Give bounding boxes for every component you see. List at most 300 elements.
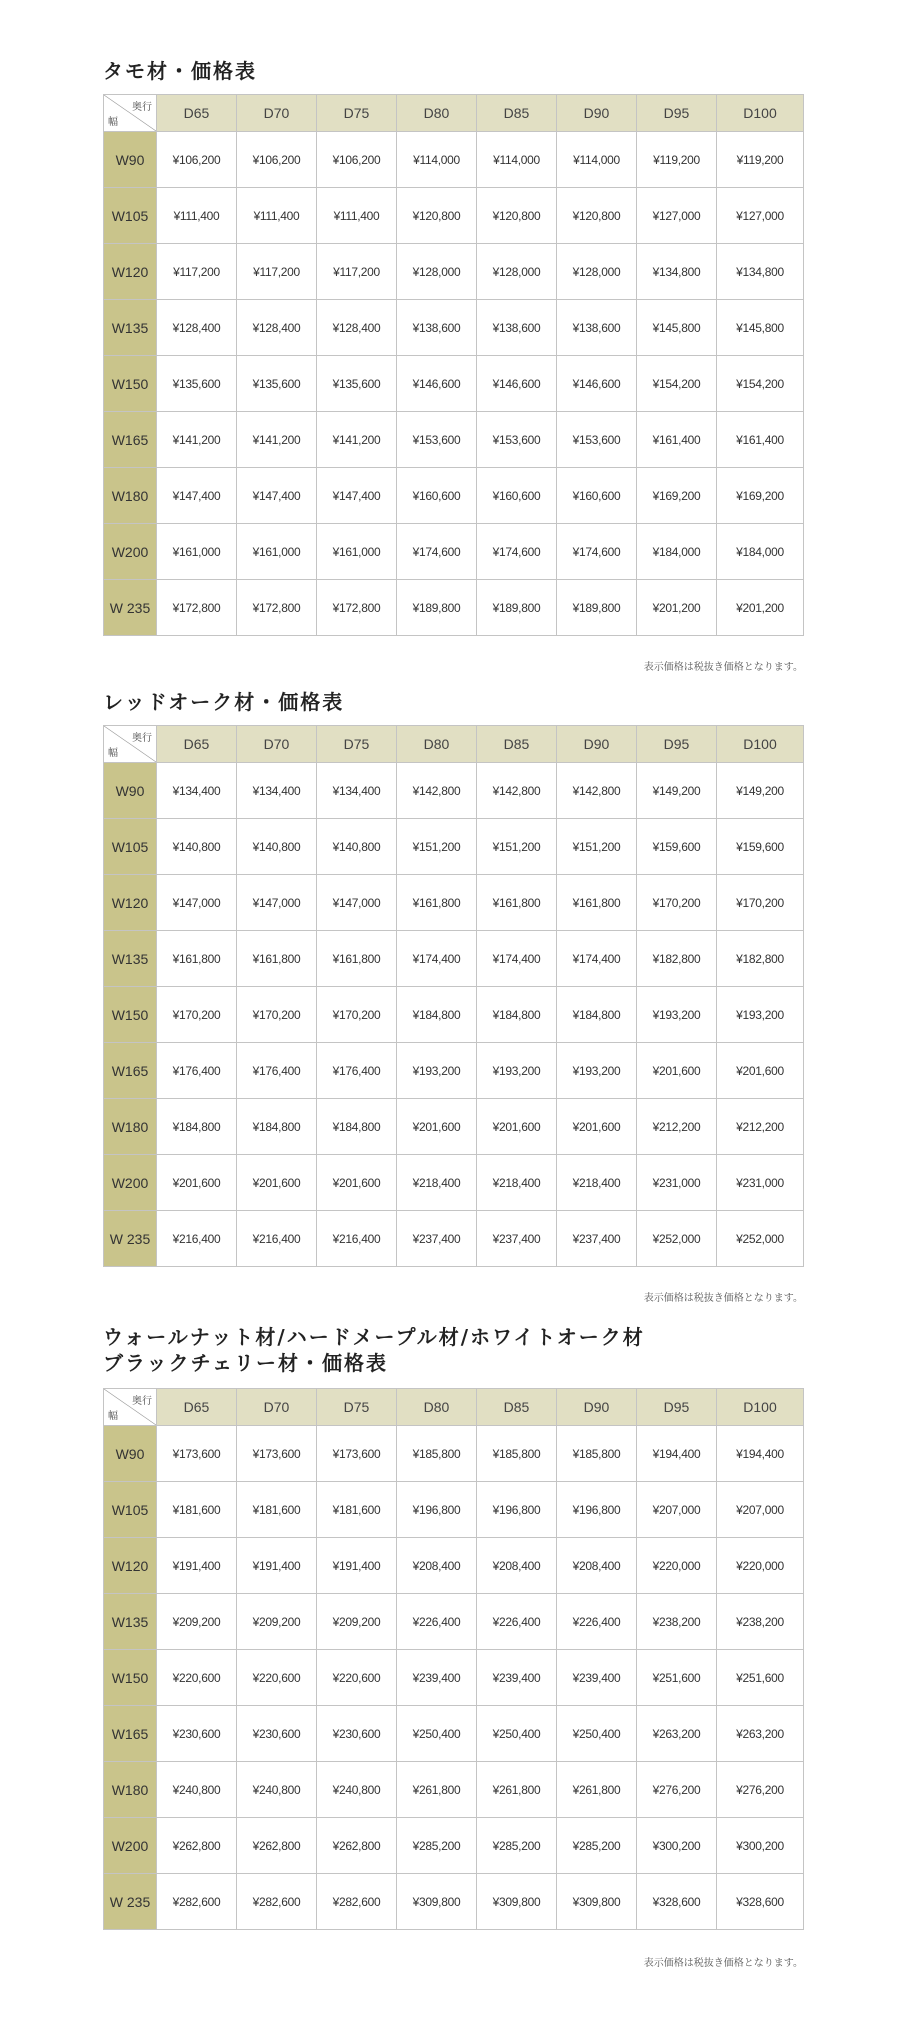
price-cell: ¥230,600: [317, 1706, 397, 1762]
section-title: タモ材・価格表: [103, 59, 257, 83]
table-row: [104, 300, 804, 356]
price-cell: ¥282,600: [237, 1874, 317, 1930]
price-cell: ¥127,000: [637, 188, 717, 244]
price-cell: ¥161,800: [157, 931, 237, 987]
column-header: D85: [477, 95, 557, 132]
price-cell: ¥185,800: [477, 1426, 557, 1482]
price-cell: ¥185,800: [557, 1426, 637, 1482]
price-cell: ¥285,200: [557, 1818, 637, 1874]
price-cell: ¥328,600: [717, 1874, 804, 1930]
table-row: [104, 1874, 804, 1930]
price-cell: ¥161,800: [397, 875, 477, 931]
row-header: W200: [104, 1155, 157, 1211]
price-cell: ¥182,800: [717, 931, 804, 987]
price-cell: ¥147,000: [237, 875, 317, 931]
price-cell: ¥174,400: [397, 931, 477, 987]
price-cell: ¥172,800: [317, 580, 397, 636]
price-cell: ¥184,800: [157, 1099, 237, 1155]
price-cell: ¥237,400: [477, 1211, 557, 1267]
price-cell: ¥196,800: [477, 1482, 557, 1538]
column-header: D70: [237, 726, 317, 763]
table-row: [104, 1155, 804, 1211]
column-header: D80: [397, 726, 477, 763]
price-cell: ¥309,800: [397, 1874, 477, 1930]
price-cell: ¥201,600: [477, 1099, 557, 1155]
price-cell: ¥261,800: [557, 1762, 637, 1818]
price-cell: ¥300,200: [717, 1818, 804, 1874]
price-cell: ¥240,800: [317, 1762, 397, 1818]
price-cell: ¥153,600: [397, 412, 477, 468]
price-cell: ¥134,400: [317, 763, 397, 819]
price-cell: ¥261,800: [397, 1762, 477, 1818]
row-header: W90: [104, 1426, 157, 1482]
column-header: D95: [637, 726, 717, 763]
price-cell: ¥138,600: [557, 300, 637, 356]
price-cell: ¥141,200: [157, 412, 237, 468]
price-cell: ¥189,800: [557, 580, 637, 636]
price-cell: ¥128,000: [557, 244, 637, 300]
table-row: [104, 468, 804, 524]
price-cell: ¥191,400: [237, 1538, 317, 1594]
price-cell: ¥220,000: [637, 1538, 717, 1594]
row-header: W180: [104, 1099, 157, 1155]
price-cell: ¥328,600: [637, 1874, 717, 1930]
table-row: [104, 819, 804, 875]
column-header: D85: [477, 1389, 557, 1426]
price-cell: ¥119,200: [637, 132, 717, 188]
price-cell: ¥114,000: [557, 132, 637, 188]
price-cell: ¥191,400: [317, 1538, 397, 1594]
price-cell: ¥208,400: [477, 1538, 557, 1594]
table-row: [104, 931, 804, 987]
table-row: [104, 580, 804, 636]
row-header: W135: [104, 931, 157, 987]
price-cell: ¥106,200: [237, 132, 317, 188]
row-header: W135: [104, 300, 157, 356]
price-cell: ¥230,600: [237, 1706, 317, 1762]
table-row: [104, 1594, 804, 1650]
price-cell: ¥174,400: [557, 931, 637, 987]
table-row: [104, 356, 804, 412]
row-header: W200: [104, 1818, 157, 1874]
row-header: W 235: [104, 580, 157, 636]
table-row: [104, 244, 804, 300]
table-row: [104, 1650, 804, 1706]
row-header: W90: [104, 763, 157, 819]
price-cell: ¥184,000: [717, 524, 804, 580]
table-row: [104, 763, 804, 819]
row-header: W165: [104, 412, 157, 468]
price-cell: ¥193,200: [717, 987, 804, 1043]
price-cell: ¥161,000: [317, 524, 397, 580]
price-cell: ¥128,400: [157, 300, 237, 356]
price-cell: ¥231,000: [637, 1155, 717, 1211]
price-cell: ¥182,800: [637, 931, 717, 987]
price-cell: ¥212,200: [717, 1099, 804, 1155]
table-row: [104, 1538, 804, 1594]
price-cell: ¥169,200: [717, 468, 804, 524]
column-header: D75: [317, 95, 397, 132]
price-cell: ¥251,600: [637, 1650, 717, 1706]
price-cell: ¥250,400: [477, 1706, 557, 1762]
column-header: D90: [557, 95, 637, 132]
column-header: D70: [237, 1389, 317, 1426]
column-header: D80: [397, 95, 477, 132]
price-cell: ¥173,600: [317, 1426, 397, 1482]
price-cell: ¥154,200: [717, 356, 804, 412]
price-section-tamo: [103, 58, 803, 673]
price-cell: ¥142,800: [397, 763, 477, 819]
price-cell: ¥185,800: [397, 1426, 477, 1482]
price-cell: ¥250,400: [557, 1706, 637, 1762]
price-cell: ¥209,200: [157, 1594, 237, 1650]
column-header: D100: [717, 726, 804, 763]
price-cell: ¥252,000: [717, 1211, 804, 1267]
price-cell: ¥263,200: [637, 1706, 717, 1762]
price-cell: ¥146,600: [477, 356, 557, 412]
price-cell: ¥146,600: [397, 356, 477, 412]
price-cell: ¥208,400: [397, 1538, 477, 1594]
column-header: D85: [477, 726, 557, 763]
table-row: [104, 1482, 804, 1538]
section-title: ウォールナット材/ハードメープル材/ホワイトオーク材 ブラックチェリー材・価格表: [103, 1325, 645, 1375]
table-row: [104, 1211, 804, 1267]
width-label: 幅: [108, 117, 118, 128]
column-header: D75: [317, 726, 397, 763]
price-cell: ¥240,800: [157, 1762, 237, 1818]
price-cell: ¥220,600: [157, 1650, 237, 1706]
price-cell: ¥201,600: [637, 1043, 717, 1099]
price-cell: ¥262,800: [317, 1818, 397, 1874]
price-cell: ¥169,200: [637, 468, 717, 524]
price-cell: ¥134,800: [637, 244, 717, 300]
price-cell: ¥174,600: [557, 524, 637, 580]
price-cell: ¥170,200: [317, 987, 397, 1043]
price-cell: ¥134,400: [157, 763, 237, 819]
price-cell: ¥285,200: [477, 1818, 557, 1874]
price-cell: ¥193,200: [397, 1043, 477, 1099]
row-header: W135: [104, 1594, 157, 1650]
price-cell: ¥218,400: [477, 1155, 557, 1211]
depth-label: 奥行: [132, 102, 152, 113]
price-cell: ¥128,000: [477, 244, 557, 300]
price-cell: ¥173,600: [237, 1426, 317, 1482]
price-cell: ¥220,600: [237, 1650, 317, 1706]
depth-label: 奥行: [132, 1396, 152, 1407]
corner-cell: [104, 1389, 157, 1426]
price-cell: ¥216,400: [317, 1211, 397, 1267]
price-cell: ¥220,000: [717, 1538, 804, 1594]
price-cell: ¥147,400: [157, 468, 237, 524]
price-table: [103, 1388, 804, 1930]
column-header: D100: [717, 1389, 804, 1426]
price-cell: ¥216,400: [157, 1211, 237, 1267]
price-cell: ¥218,400: [397, 1155, 477, 1211]
price-cell: ¥176,400: [317, 1043, 397, 1099]
price-cell: ¥134,400: [237, 763, 317, 819]
table-row: [104, 412, 804, 468]
price-cell: ¥309,800: [557, 1874, 637, 1930]
price-cell: ¥149,200: [717, 763, 804, 819]
price-cell: ¥135,600: [237, 356, 317, 412]
row-header: W105: [104, 188, 157, 244]
price-cell: ¥120,800: [477, 188, 557, 244]
price-cell: ¥147,400: [237, 468, 317, 524]
price-cell: ¥239,400: [397, 1650, 477, 1706]
price-cell: ¥128,000: [397, 244, 477, 300]
row-header: W200: [104, 524, 157, 580]
price-cell: ¥194,400: [637, 1426, 717, 1482]
price-cell: ¥154,200: [637, 356, 717, 412]
price-cell: ¥135,600: [157, 356, 237, 412]
price-cell: ¥191,400: [157, 1538, 237, 1594]
price-cell: ¥309,800: [477, 1874, 557, 1930]
price-cell: ¥172,800: [237, 580, 317, 636]
price-cell: ¥201,600: [317, 1155, 397, 1211]
price-cell: ¥239,400: [477, 1650, 557, 1706]
price-cell: ¥194,400: [717, 1426, 804, 1482]
price-cell: ¥161,800: [477, 875, 557, 931]
price-cell: ¥146,600: [557, 356, 637, 412]
price-cell: ¥160,600: [477, 468, 557, 524]
width-label: 幅: [108, 748, 118, 759]
price-cell: ¥147,000: [157, 875, 237, 931]
price-cell: ¥135,600: [317, 356, 397, 412]
price-cell: ¥263,200: [717, 1706, 804, 1762]
price-cell: ¥161,400: [717, 412, 804, 468]
price-cell: ¥201,600: [557, 1099, 637, 1155]
price-cell: ¥240,800: [237, 1762, 317, 1818]
price-cell: ¥181,600: [157, 1482, 237, 1538]
row-header: W165: [104, 1706, 157, 1762]
row-header: W 235: [104, 1874, 157, 1930]
table-row: [104, 1099, 804, 1155]
price-cell: ¥172,800: [157, 580, 237, 636]
price-cell: ¥119,200: [717, 132, 804, 188]
price-cell: ¥111,400: [317, 188, 397, 244]
price-cell: ¥220,600: [317, 1650, 397, 1706]
price-cell: ¥201,600: [237, 1155, 317, 1211]
price-cell: ¥140,800: [317, 819, 397, 875]
price-cell: ¥184,800: [397, 987, 477, 1043]
price-table: [103, 94, 804, 636]
price-cell: ¥237,400: [397, 1211, 477, 1267]
price-cell: ¥161,000: [237, 524, 317, 580]
price-cell: ¥262,800: [237, 1818, 317, 1874]
price-cell: ¥252,000: [637, 1211, 717, 1267]
price-cell: ¥230,600: [157, 1706, 237, 1762]
price-cell: ¥111,400: [157, 188, 237, 244]
price-cell: ¥209,200: [317, 1594, 397, 1650]
price-cell: ¥193,200: [637, 987, 717, 1043]
price-cell: ¥134,800: [717, 244, 804, 300]
depth-label: 奥行: [132, 733, 152, 744]
price-cell: ¥173,600: [157, 1426, 237, 1482]
table-row: [104, 1818, 804, 1874]
price-cell: ¥160,600: [397, 468, 477, 524]
price-cell: ¥201,600: [717, 1043, 804, 1099]
price-cell: ¥159,600: [717, 819, 804, 875]
price-cell: ¥141,200: [317, 412, 397, 468]
row-header: W120: [104, 875, 157, 931]
price-cell: ¥151,200: [557, 819, 637, 875]
column-header: D65: [157, 726, 237, 763]
price-table: [103, 725, 804, 1267]
table-row: [104, 1706, 804, 1762]
table-row: [104, 1043, 804, 1099]
price-cell: ¥201,200: [637, 580, 717, 636]
price-cell: ¥201,600: [397, 1099, 477, 1155]
price-section-walnut-maple-whiteoak-cherry: [103, 1324, 803, 1969]
column-header: D95: [637, 1389, 717, 1426]
price-cell: ¥147,400: [317, 468, 397, 524]
column-header: D90: [557, 1389, 637, 1426]
price-cell: ¥117,200: [157, 244, 237, 300]
price-cell: ¥176,400: [157, 1043, 237, 1099]
price-cell: ¥181,600: [237, 1482, 317, 1538]
price-cell: ¥138,600: [477, 300, 557, 356]
price-cell: ¥140,800: [157, 819, 237, 875]
price-cell: ¥149,200: [637, 763, 717, 819]
tax-note: 表示価格は税抜き価格となります。: [643, 662, 803, 673]
price-cell: ¥209,200: [237, 1594, 317, 1650]
price-cell: ¥300,200: [637, 1818, 717, 1874]
price-cell: ¥160,600: [557, 468, 637, 524]
price-cell: ¥114,000: [477, 132, 557, 188]
price-cell: ¥170,200: [157, 987, 237, 1043]
price-cell: ¥141,200: [237, 412, 317, 468]
price-cell: ¥111,400: [237, 188, 317, 244]
price-cell: ¥159,600: [637, 819, 717, 875]
price-cell: ¥262,800: [157, 1818, 237, 1874]
price-cell: ¥145,800: [717, 300, 804, 356]
row-header: W 235: [104, 1211, 157, 1267]
row-header: W105: [104, 1482, 157, 1538]
table-row: [104, 875, 804, 931]
row-header: W180: [104, 1762, 157, 1818]
corner-cell: [104, 95, 157, 132]
price-cell: ¥226,400: [557, 1594, 637, 1650]
price-cell: ¥212,200: [637, 1099, 717, 1155]
price-cell: ¥237,400: [557, 1211, 637, 1267]
price-cell: ¥231,000: [717, 1155, 804, 1211]
row-header: W120: [104, 244, 157, 300]
column-header: D65: [157, 1389, 237, 1426]
price-cell: ¥142,800: [477, 763, 557, 819]
price-cell: ¥193,200: [557, 1043, 637, 1099]
price-cell: ¥251,600: [717, 1650, 804, 1706]
price-cell: ¥184,800: [477, 987, 557, 1043]
section-title: レッドオーク材・価格表: [103, 690, 345, 714]
header-row: [104, 95, 804, 132]
row-header: W90: [104, 132, 157, 188]
row-header: W165: [104, 1043, 157, 1099]
price-cell: ¥201,600: [157, 1155, 237, 1211]
price-cell: ¥120,800: [557, 188, 637, 244]
price-cell: ¥184,800: [557, 987, 637, 1043]
table-row: [104, 1762, 804, 1818]
corner-cell: [104, 726, 157, 763]
table-row: [104, 987, 804, 1043]
column-header: D80: [397, 1389, 477, 1426]
price-cell: ¥161,400: [637, 412, 717, 468]
tax-note: 表示価格は税抜き価格となります。: [643, 1293, 803, 1304]
price-cell: ¥106,200: [317, 132, 397, 188]
price-cell: ¥161,800: [557, 875, 637, 931]
price-cell: ¥161,800: [237, 931, 317, 987]
row-header: W150: [104, 356, 157, 412]
price-cell: ¥151,200: [397, 819, 477, 875]
price-cell: ¥276,200: [717, 1762, 804, 1818]
price-cell: ¥238,200: [637, 1594, 717, 1650]
table-row: [104, 1426, 804, 1482]
price-cell: ¥193,200: [477, 1043, 557, 1099]
price-cell: ¥127,000: [717, 188, 804, 244]
column-header: D75: [317, 1389, 397, 1426]
price-cell: ¥226,400: [397, 1594, 477, 1650]
price-cell: ¥239,400: [557, 1650, 637, 1706]
price-cell: ¥174,600: [397, 524, 477, 580]
price-cell: ¥207,000: [717, 1482, 804, 1538]
column-header: D100: [717, 95, 804, 132]
column-header: D65: [157, 95, 237, 132]
price-section-red-oak: [103, 689, 803, 1304]
row-header: W180: [104, 468, 157, 524]
price-cell: ¥176,400: [237, 1043, 317, 1099]
price-cell: ¥153,600: [477, 412, 557, 468]
row-header: W150: [104, 1650, 157, 1706]
width-label: 幅: [108, 1411, 118, 1422]
price-cell: ¥184,000: [637, 524, 717, 580]
price-cell: ¥117,200: [317, 244, 397, 300]
price-cell: ¥161,000: [157, 524, 237, 580]
price-cell: ¥138,600: [397, 300, 477, 356]
price-cell: ¥147,000: [317, 875, 397, 931]
price-cell: ¥170,200: [237, 987, 317, 1043]
column-header: D70: [237, 95, 317, 132]
row-header: W150: [104, 987, 157, 1043]
price-cell: ¥282,600: [157, 1874, 237, 1930]
price-cell: ¥282,600: [317, 1874, 397, 1930]
tax-note: 表示価格は税抜き価格となります。: [643, 1958, 803, 1969]
table-row: [104, 132, 804, 188]
column-header: D90: [557, 726, 637, 763]
price-cell: ¥184,800: [317, 1099, 397, 1155]
table-row: [104, 188, 804, 244]
price-cell: ¥261,800: [477, 1762, 557, 1818]
price-cell: ¥208,400: [557, 1538, 637, 1594]
price-cell: ¥181,600: [317, 1482, 397, 1538]
price-cell: ¥184,800: [237, 1099, 317, 1155]
price-cell: ¥285,200: [397, 1818, 477, 1874]
price-cell: ¥196,800: [557, 1482, 637, 1538]
price-cell: ¥226,400: [477, 1594, 557, 1650]
price-cell: ¥153,600: [557, 412, 637, 468]
price-cell: ¥170,200: [637, 875, 717, 931]
price-cell: ¥145,800: [637, 300, 717, 356]
price-cell: ¥250,400: [397, 1706, 477, 1762]
table-row: [104, 524, 804, 580]
price-cell: ¥276,200: [637, 1762, 717, 1818]
header-row: [104, 726, 804, 763]
price-cell: ¥128,400: [237, 300, 317, 356]
row-header: W120: [104, 1538, 157, 1594]
row-header: W105: [104, 819, 157, 875]
price-cell: ¥174,600: [477, 524, 557, 580]
price-cell: ¥140,800: [237, 819, 317, 875]
price-cell: ¥128,400: [317, 300, 397, 356]
price-cell: ¥151,200: [477, 819, 557, 875]
